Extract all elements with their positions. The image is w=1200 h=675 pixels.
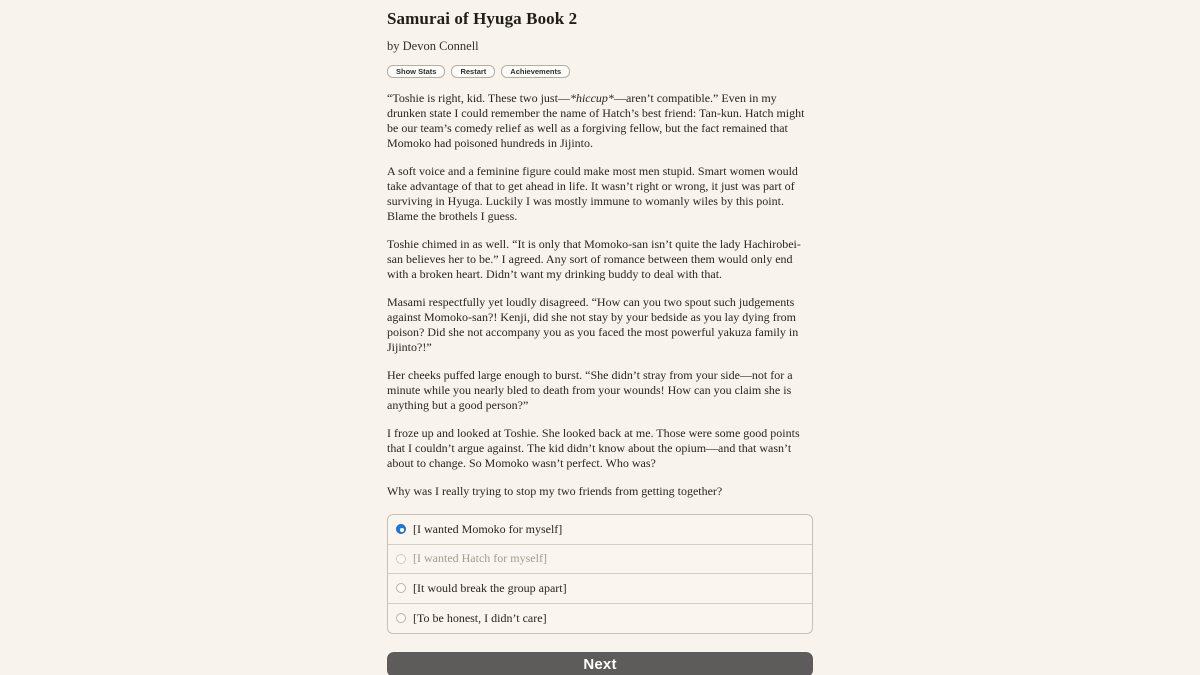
radio-button-icon[interactable] — [396, 583, 406, 593]
story-text-segment: “Toshie is right, kid. These two just— — [387, 91, 570, 105]
restart-button[interactable]: Restart — [451, 65, 495, 78]
author-byline: by Devon Connell — [387, 39, 479, 53]
choice-list — [387, 514, 813, 634]
choice-label: [I wanted Momoko for myself] — [413, 521, 563, 536]
game-page — [387, 0, 813, 675]
choice-label: [To be honest, I didn’t care] — [413, 610, 547, 625]
choice-label: [I wanted Hatch for myself] — [413, 551, 547, 566]
choice-label: [It would break the group apart] — [413, 580, 567, 595]
choice-option-didnt-care[interactable] — [388, 604, 812, 634]
show-stats-button[interactable]: Show Stats — [387, 65, 445, 78]
page-title: Samurai of Hyuga Book 2 — [387, 9, 578, 28]
story-paragraph: Why was I really trying to stop my two friends from getting together? — [387, 484, 723, 498]
story-text — [387, 91, 813, 499]
story-paragraph: Toshie chimed in as well. “It is only that Momoko-san isn’t quite the lady Hachirobei-san believes her to be.” I agreed. Any sort of romance between them would only end with a broken heart. Didn’t want my drinking buddy to deal with that. — [387, 237, 801, 281]
story-paragraph — [387, 91, 813, 151]
story-paragraph: Her cheeks puffed large enough to burst. “She didn’t stray from your side—not for a minute while you nearly bled to death from your wounds! How can you claim she is anything but a good person?” — [387, 368, 793, 412]
choice-option-momoko[interactable] — [388, 515, 812, 545]
radio-button-icon[interactable] — [396, 613, 406, 623]
story-text-segment: —aren’t compatible.” Even in my drunken state I could remember the name of Hatch’s best friend: Tan-kun. Hatch might be our team’s comedy relief as well as a forgiving fellow, but the fact remained that Momoko had poisoned hundreds in Jijinto. — [387, 91, 805, 150]
story-paragraph: Masami respectfully yet loudly disagreed. “How can you two spout such judgements against Momoko-san?! Kenji, did she not stay by your bedside as you lay dying from poison? Did she not accompany you as you faced the most powerful yakuza family in Jijinto?!” — [387, 295, 799, 354]
radio-button-icon[interactable] — [396, 524, 406, 534]
story-paragraph: A soft voice and a feminine figure could make most men stupid. Smart women would take advantage of that to get ahead in life. It wasn’t right or wrong, it just was part of surviving in Hyuga. Luckily I was mostly immune to womanly wiles by this point. Blame the brothels I guess. — [387, 164, 798, 223]
achievements-button[interactable]: Achievements — [501, 65, 570, 78]
story-paragraph: I froze up and looked at Toshie. She looked back at me. Those were some good points that I couldn’t argue against. The kid didn’t know about the opium—and that wasn’t about to change. So Momoko wasn’t perfect. Who was? — [387, 426, 800, 470]
story-text-italic-segment: *hiccup* — [569, 91, 614, 105]
choice-option-hatch — [388, 545, 812, 575]
toolbar — [387, 65, 813, 78]
next-button[interactable]: Next — [387, 652, 813, 675]
radio-button-icon — [396, 554, 406, 564]
choice-option-break-group[interactable] — [388, 574, 812, 604]
